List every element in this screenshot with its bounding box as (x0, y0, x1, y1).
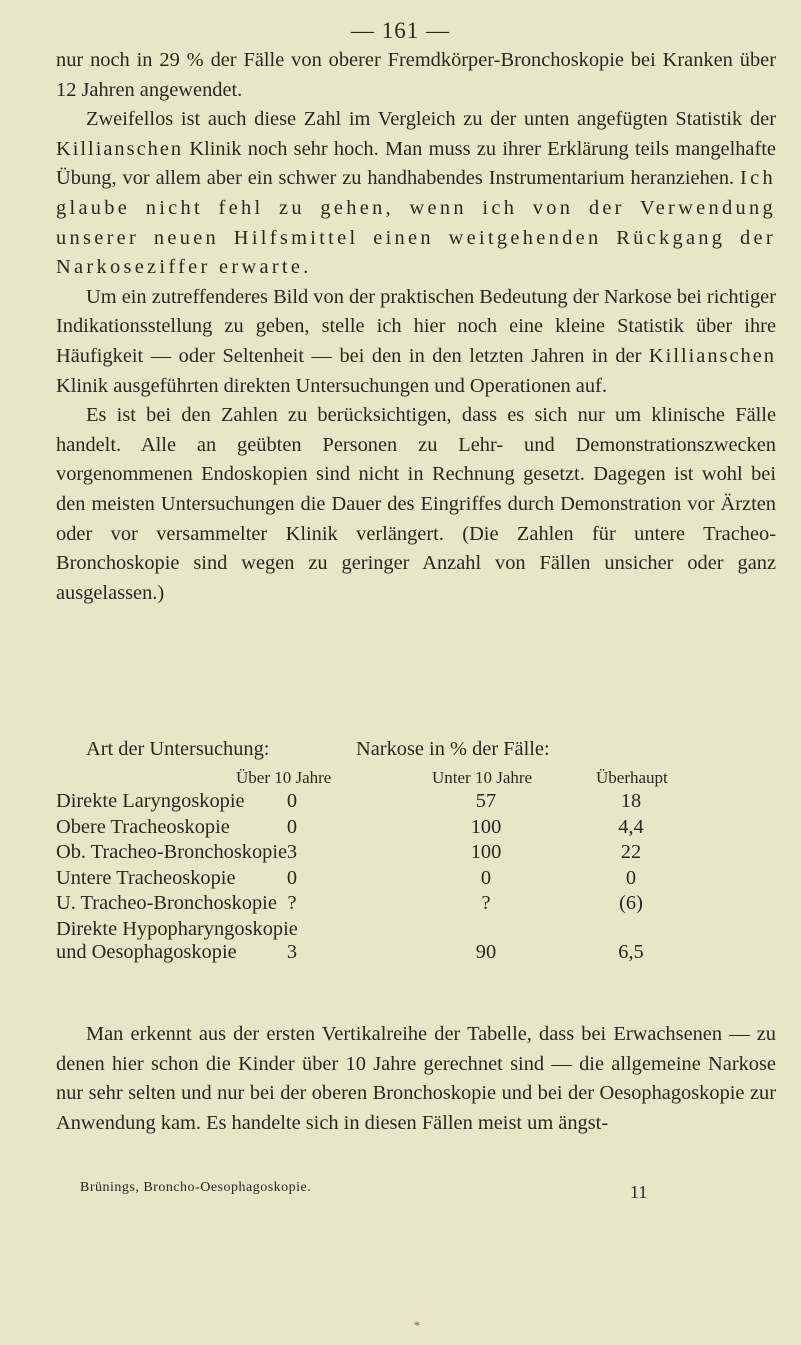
column-header-1: Über 10 Jahre (236, 768, 332, 787)
row-label: U. Tracheo-Bronchoskopie (56, 892, 277, 915)
cell-under-10: 0 (480, 866, 492, 889)
table-row (56, 790, 776, 816)
asterisk-mark: * (414, 1318, 420, 1332)
cell-over-10: 0 (286, 815, 298, 838)
paragraph-2 (56, 105, 776, 283)
paragraph-3-end: Klinik ausgeführten direkten Untersuchungen und Operationen auf. (56, 374, 607, 397)
cell-over-10: 3 (286, 940, 298, 963)
column-header-3: Überhaupt (596, 768, 668, 787)
killian-name: Killianschen (648, 344, 776, 367)
page-number: — 161 — (351, 18, 450, 43)
paragraph-1: nur noch in 29 % der Fälle von oberer Fremdkörper-Bronchoskopie bei Kranken über 12 Jahren angewendet. (56, 49, 776, 101)
table-row (56, 918, 776, 966)
column-header-2: Unter 10 Jahre (432, 768, 533, 787)
paragraph-5: Man erkennt aus der ersten Vertikalreihe der Tabelle, dass bei Erwachsenen — zu denen hier schon die Kinder über 10 Jahre gerechnet sind — die allgemeine Narkose nur sehr selten und nur bei der oberen Bronchoskopie und bei der Oesophagoskopie zur Anwendung kam. Es handelte sich in diesen Fällen meist um ängst- (56, 1023, 776, 1134)
row-label-line-1: Direkte Hypopharyngoskopie (56, 917, 298, 940)
cell-total: 4,4 (618, 815, 644, 838)
table-header (56, 768, 776, 790)
table-row (56, 867, 776, 893)
cell-total: 0 (625, 866, 637, 889)
paragraph-3 (56, 283, 776, 401)
closing-text (56, 1020, 776, 1138)
cell-under-10: 100 (470, 841, 502, 864)
row-label-line-2: und Oesophagoskopie (56, 940, 237, 963)
paragraph-2-emphasis: Ich glaube nicht fehl zu gehen, wenn ich von der Verwendung unserer neuen Hilfsmittel einen weitgehenden Rückgang der Narkoseziffer erwarte. (56, 167, 776, 279)
cell-over-10: 0 (286, 790, 298, 812)
row-label: Ob. Tracheo-Bronchoskopie (56, 841, 288, 864)
cell-under-10: ? (481, 892, 491, 915)
cell-total: 18 (620, 790, 642, 812)
paragraph-4: Es ist bei den Zahlen zu berücksichtigen, dass es sich nur um klinische Fälle handelt. Alle an geübten Personen zu Lehr- und Demonstrationszwecken vorgenommenen Endoskopien sind nicht in Rechnung gesetzt. Dagegen ist wohl bei den meisten Untersuchungen die Dauer des Eingriffes durch Demonstration vor Ärzten oder vor versammelter Klinik verlängert. (Die Zahlen für untere Tracheo-Bronchoskopie sind wegen zu geringer Anzahl von Fällen unsicher oder ganz ausgelassen.) (56, 404, 776, 604)
cell-under-10: 57 (475, 790, 497, 812)
paragraph-3-start: Um ein zutreffenderes Bild von der praktischen Bedeutung der Narkose bei richtiger Indikationsstellung zu geben, stelle ich hier noch eine kleine Statistik über ihre Häufigkeit — oder Seltenheit — bei den in den letzten Jahren in der (56, 285, 776, 367)
row-label (56, 918, 298, 964)
table-row (56, 816, 776, 842)
paragraph-2-start: Zweifellos ist auch diese Zahl im Vergleich zu der unten angefügten Statistik der (86, 108, 776, 131)
statistics-table (56, 738, 776, 966)
table-title (56, 738, 776, 768)
sheet-number: 11 (630, 1182, 648, 1202)
cell-total: (6) (619, 892, 643, 915)
footer (80, 1180, 648, 1202)
cell-over-10: 3 (286, 841, 298, 864)
row-label: Direkte Laryngoskopie (56, 790, 245, 812)
table-row (56, 841, 776, 867)
table-row (56, 892, 776, 918)
signature-line: Brünings, Broncho-Oesophagoskopie. (80, 1180, 312, 1195)
row-label: Obere Tracheoskopie (56, 815, 230, 838)
table-title-right: Narkose in % der Fälle: (356, 738, 550, 760)
cell-under-10: 90 (475, 940, 497, 963)
body-text (56, 46, 776, 608)
cell-over-10: ? (287, 892, 297, 915)
cell-over-10: 0 (286, 866, 298, 889)
cell-under-10: 100 (470, 815, 502, 838)
cell-total: 22 (620, 841, 642, 864)
killian-name: Killianschen (56, 137, 184, 160)
table-title-left: Art der Untersuchung: (86, 738, 270, 760)
paragraph-2-middle: Klinik noch sehr hoch. Man muss zu ihrer Erklärung teils mangelhafte Übung, vor allem aber ein schwer zu handhabendes Instrumentarium heranziehen. (56, 137, 776, 190)
cell-total: 6,5 (618, 940, 644, 963)
row-label: Untere Tracheoskopie (56, 866, 236, 889)
